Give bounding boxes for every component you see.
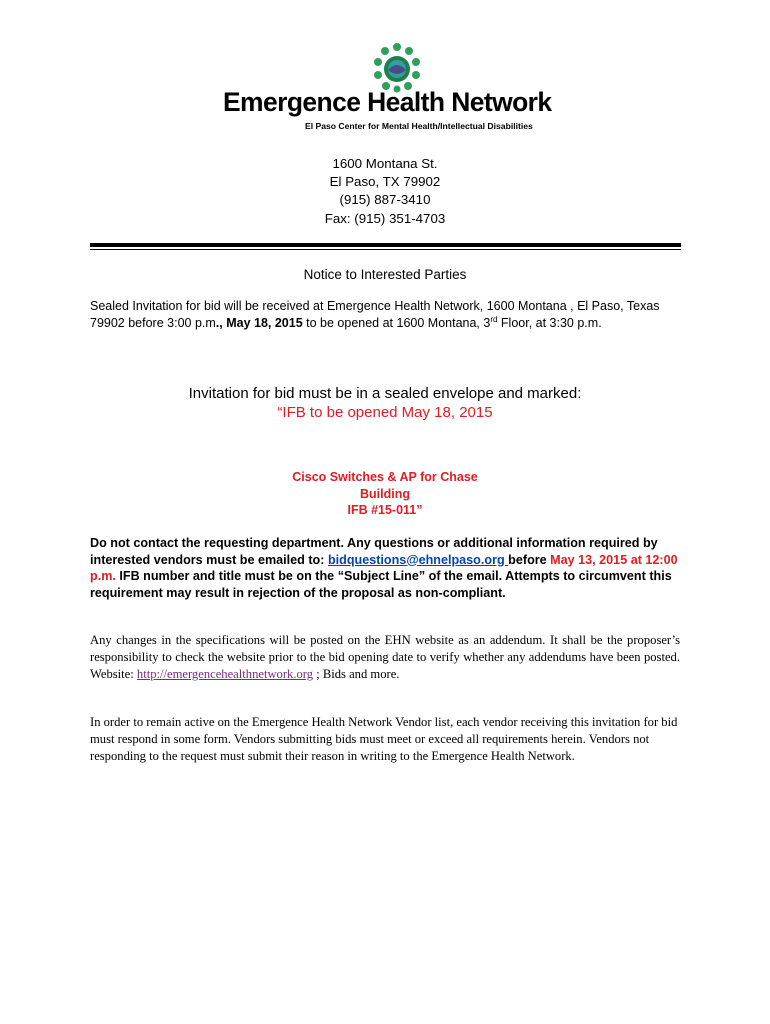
sealed-text-3: Floor, at 3:30 p.m. (497, 316, 602, 330)
envelope-instructions (0, 384, 770, 422)
changes-after: ; Bids and more. (313, 667, 400, 681)
envelope-line: Invitation for bid must be in a sealed envelope and marked: (188, 385, 582, 402)
question-deadline: May 13, 2015 at 12:00 p.m. (90, 552, 678, 584)
address-phone: (915) 887-3410 (339, 192, 431, 208)
org-subtitle: El Paso Center for Mental Health/Intellectual Disabilities (305, 121, 533, 131)
project-line-2: Building (360, 486, 410, 501)
address-city: El Paso, TX 79902 (329, 174, 441, 190)
project-line-1: Cisco Switches & AP for Chase (292, 470, 478, 484)
sealed-date: ., May 18, 2015 (215, 316, 303, 330)
sealed-text-1: Sealed Invitation for bid will be received at Emergence Health Network, 1600 Montana , El Paso, Texas 79902 before 3:00 p.m (90, 299, 660, 330)
website-link[interactable]: http://emergencehealthnetwork.org (136, 667, 314, 681)
notice-title: Notice to Interested Parties (303, 267, 467, 282)
contact-text-3: IFB number and title must be on the “Subject Line” of the email. Attempts to circumvent this requirement may result in rejection of the proposal as non-compliant. (90, 569, 672, 600)
letterhead (0, 0, 770, 140)
address-fax: Fax: (915) 351-4703 (324, 210, 446, 226)
floor-suffix: rd (490, 314, 498, 324)
address-street: 1600 Montana St. (332, 156, 438, 171)
email-link[interactable]: bidquestions@ehnelpaso.org (327, 552, 509, 567)
sealed-text-2: to be opened at 1600 Montana, 3 (302, 316, 491, 330)
header-divider-thin (90, 249, 681, 250)
org-name: Emergence Health Network (223, 87, 552, 117)
address-block (0, 155, 770, 228)
changes-text: Any changes in the specifications will be posted on the EHN website as an addendum. It shall be the proposer’s responsibility to check the website prior to the bid opening date to verify whether any addendums have been posted. Website: (90, 633, 680, 681)
contact-text-2: before (508, 552, 551, 567)
project-title (0, 469, 770, 519)
project-ifb-number: IFB #15-011” (347, 503, 423, 517)
envelope-marking: “IFB to be opened May 18, 2015 (277, 404, 493, 421)
vendor-list-paragraph: In order to remain active on the Emergence Health Network Vendor list, each vendor receiving this invitation for bid must respond in some form. Vendors submitting bids must meet or exceed all requirements herein. Vendors not responding to the request must submit their reason in writing to the Emergence Health Network. (90, 715, 678, 763)
contact-paragraph (90, 535, 690, 601)
header-divider-thick (90, 243, 681, 247)
changes-paragraph (90, 632, 680, 683)
contact-text-1: Do not contact the requesting department. Any questions or additional information required by interested vendors must be emailed to: (90, 536, 658, 567)
sealed-bid-paragraph (90, 298, 680, 332)
